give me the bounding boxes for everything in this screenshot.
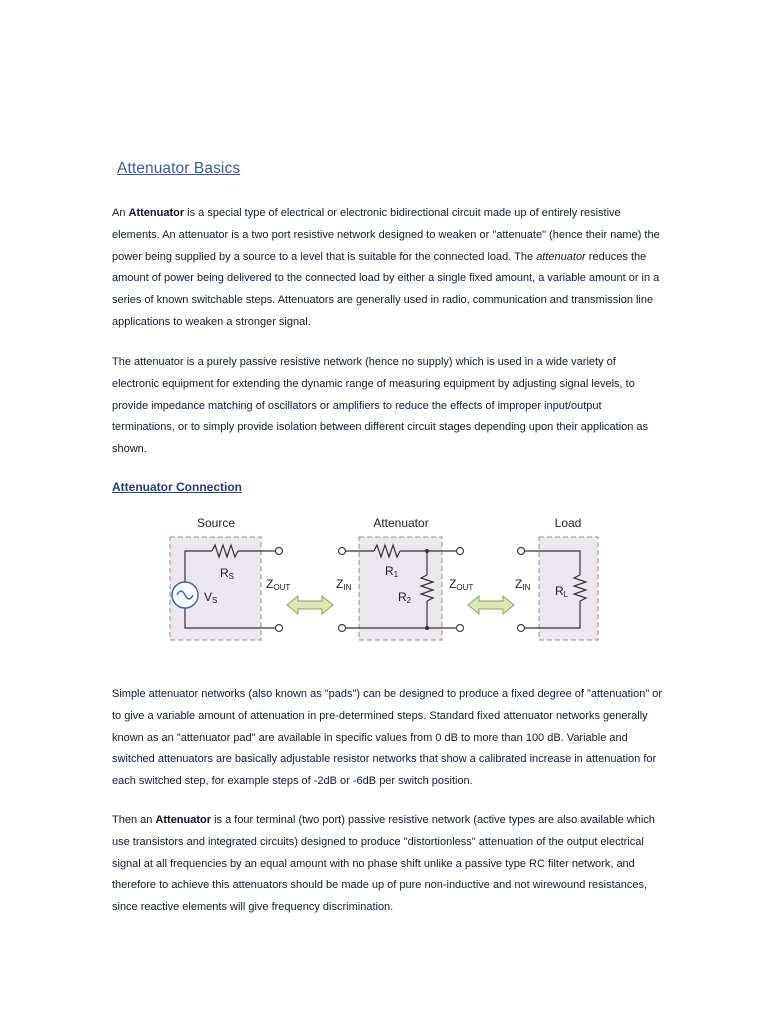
rs-label: RS <box>220 566 235 581</box>
terminal-att-in-top <box>339 548 346 555</box>
zout-label: ZOUT <box>266 577 291 592</box>
zout-label: ZOUT <box>449 577 474 592</box>
junction-dot <box>425 549 429 553</box>
terminal-load-top <box>518 548 525 555</box>
section-heading: Attenuator Connection <box>112 480 242 494</box>
double-arrow-icon <box>468 596 514 614</box>
r2-label: R2 <box>398 590 412 605</box>
source-label: Source <box>196 516 236 530</box>
text-run: An <box>112 207 129 219</box>
junction-dot <box>425 626 429 630</box>
rl-label: RL <box>555 584 569 599</box>
terminal-source-top <box>276 548 283 555</box>
text-run: is a special type of electrical or electronic bidirectional circuit made up of entirely resistive elements. An attenuator is a two port resistive network designed to weaken or "attenuate" (hence their name) the power being supplied by a source to a level that is suitable for the connected load. The <box>112 207 660 263</box>
page-title: Attenuator Basics <box>117 160 241 177</box>
load-label: Load <box>554 516 582 530</box>
text-run: is a four terminal (two port) passive resistive network (active types are also available which use transistors and integrated circuits) designed to produce "distortionless" attenuation of the output electrical signal at all frequencies by an equal amount with no phase shift unlike a passive type RC filter network, and therefore to achieve this attenuators should be made up of pure non-inductive and not wirewound resistances, since reactive elements will give frequency discrimination. <box>112 814 655 914</box>
attenuator-connection-diagram <box>160 510 620 650</box>
pads-paragraph: Simple attenuator networks (also known as "pads") can be designed to produce a fixed degree of "attenuation" or to give a variable amount of attenuation in pre-determined steps. Standard fixed attenuator networks generally known as an "attenuator pad" are available in specific values from 0 dB to more than 100 dB. Variable and switched attenuators are basically adjustable resistor networks that show a calibrated increase in attenuation for each switched step, for example steps of -2dB or -6dB per switch position. <box>112 688 663 788</box>
terminal-att-out-top <box>457 548 464 555</box>
terminal-source-bottom <box>276 625 283 632</box>
intro-paragraph <box>112 203 664 334</box>
terminal-att-in-bottom <box>339 625 346 632</box>
load-box <box>539 537 598 640</box>
text-run: Then an <box>112 814 156 826</box>
terminal-load-bottom <box>518 625 525 632</box>
zin-label: ZIN <box>515 577 531 592</box>
bold-term: Attenuator <box>128 207 185 219</box>
r1-label: R1 <box>385 564 399 579</box>
vs-label: VS <box>204 590 218 605</box>
bold-term: Attenuator <box>155 814 212 826</box>
double-arrow-icon <box>287 596 333 614</box>
zin-label: ZIN <box>336 577 352 592</box>
usage-paragraph: The attenuator is a purely passive resistive network (hence no supply) which is used in a wide variety of electronic equipment for extending the dynamic range of measuring equipment by adjusting signal levels, to provide impedance matching of oscillators or amplifiers to reduce the effects of improper input/output terminations, or to simply provide isolation between different circuit stages depending upon their application as shown. <box>112 356 649 456</box>
text-run: reduces the amount of power being delivered to the connected load by either a single fixed amount, a variable amount or in a series of known switchable steps. Attenuators are generally used in radio, communication and transmission line applications to weaken a stronger signal. <box>112 250 660 328</box>
italic-term: attenuator <box>536 250 586 263</box>
attenuator-label: Attenuator <box>373 516 429 530</box>
four-terminal-paragraph <box>112 810 664 919</box>
terminal-att-out-bottom <box>457 625 464 632</box>
